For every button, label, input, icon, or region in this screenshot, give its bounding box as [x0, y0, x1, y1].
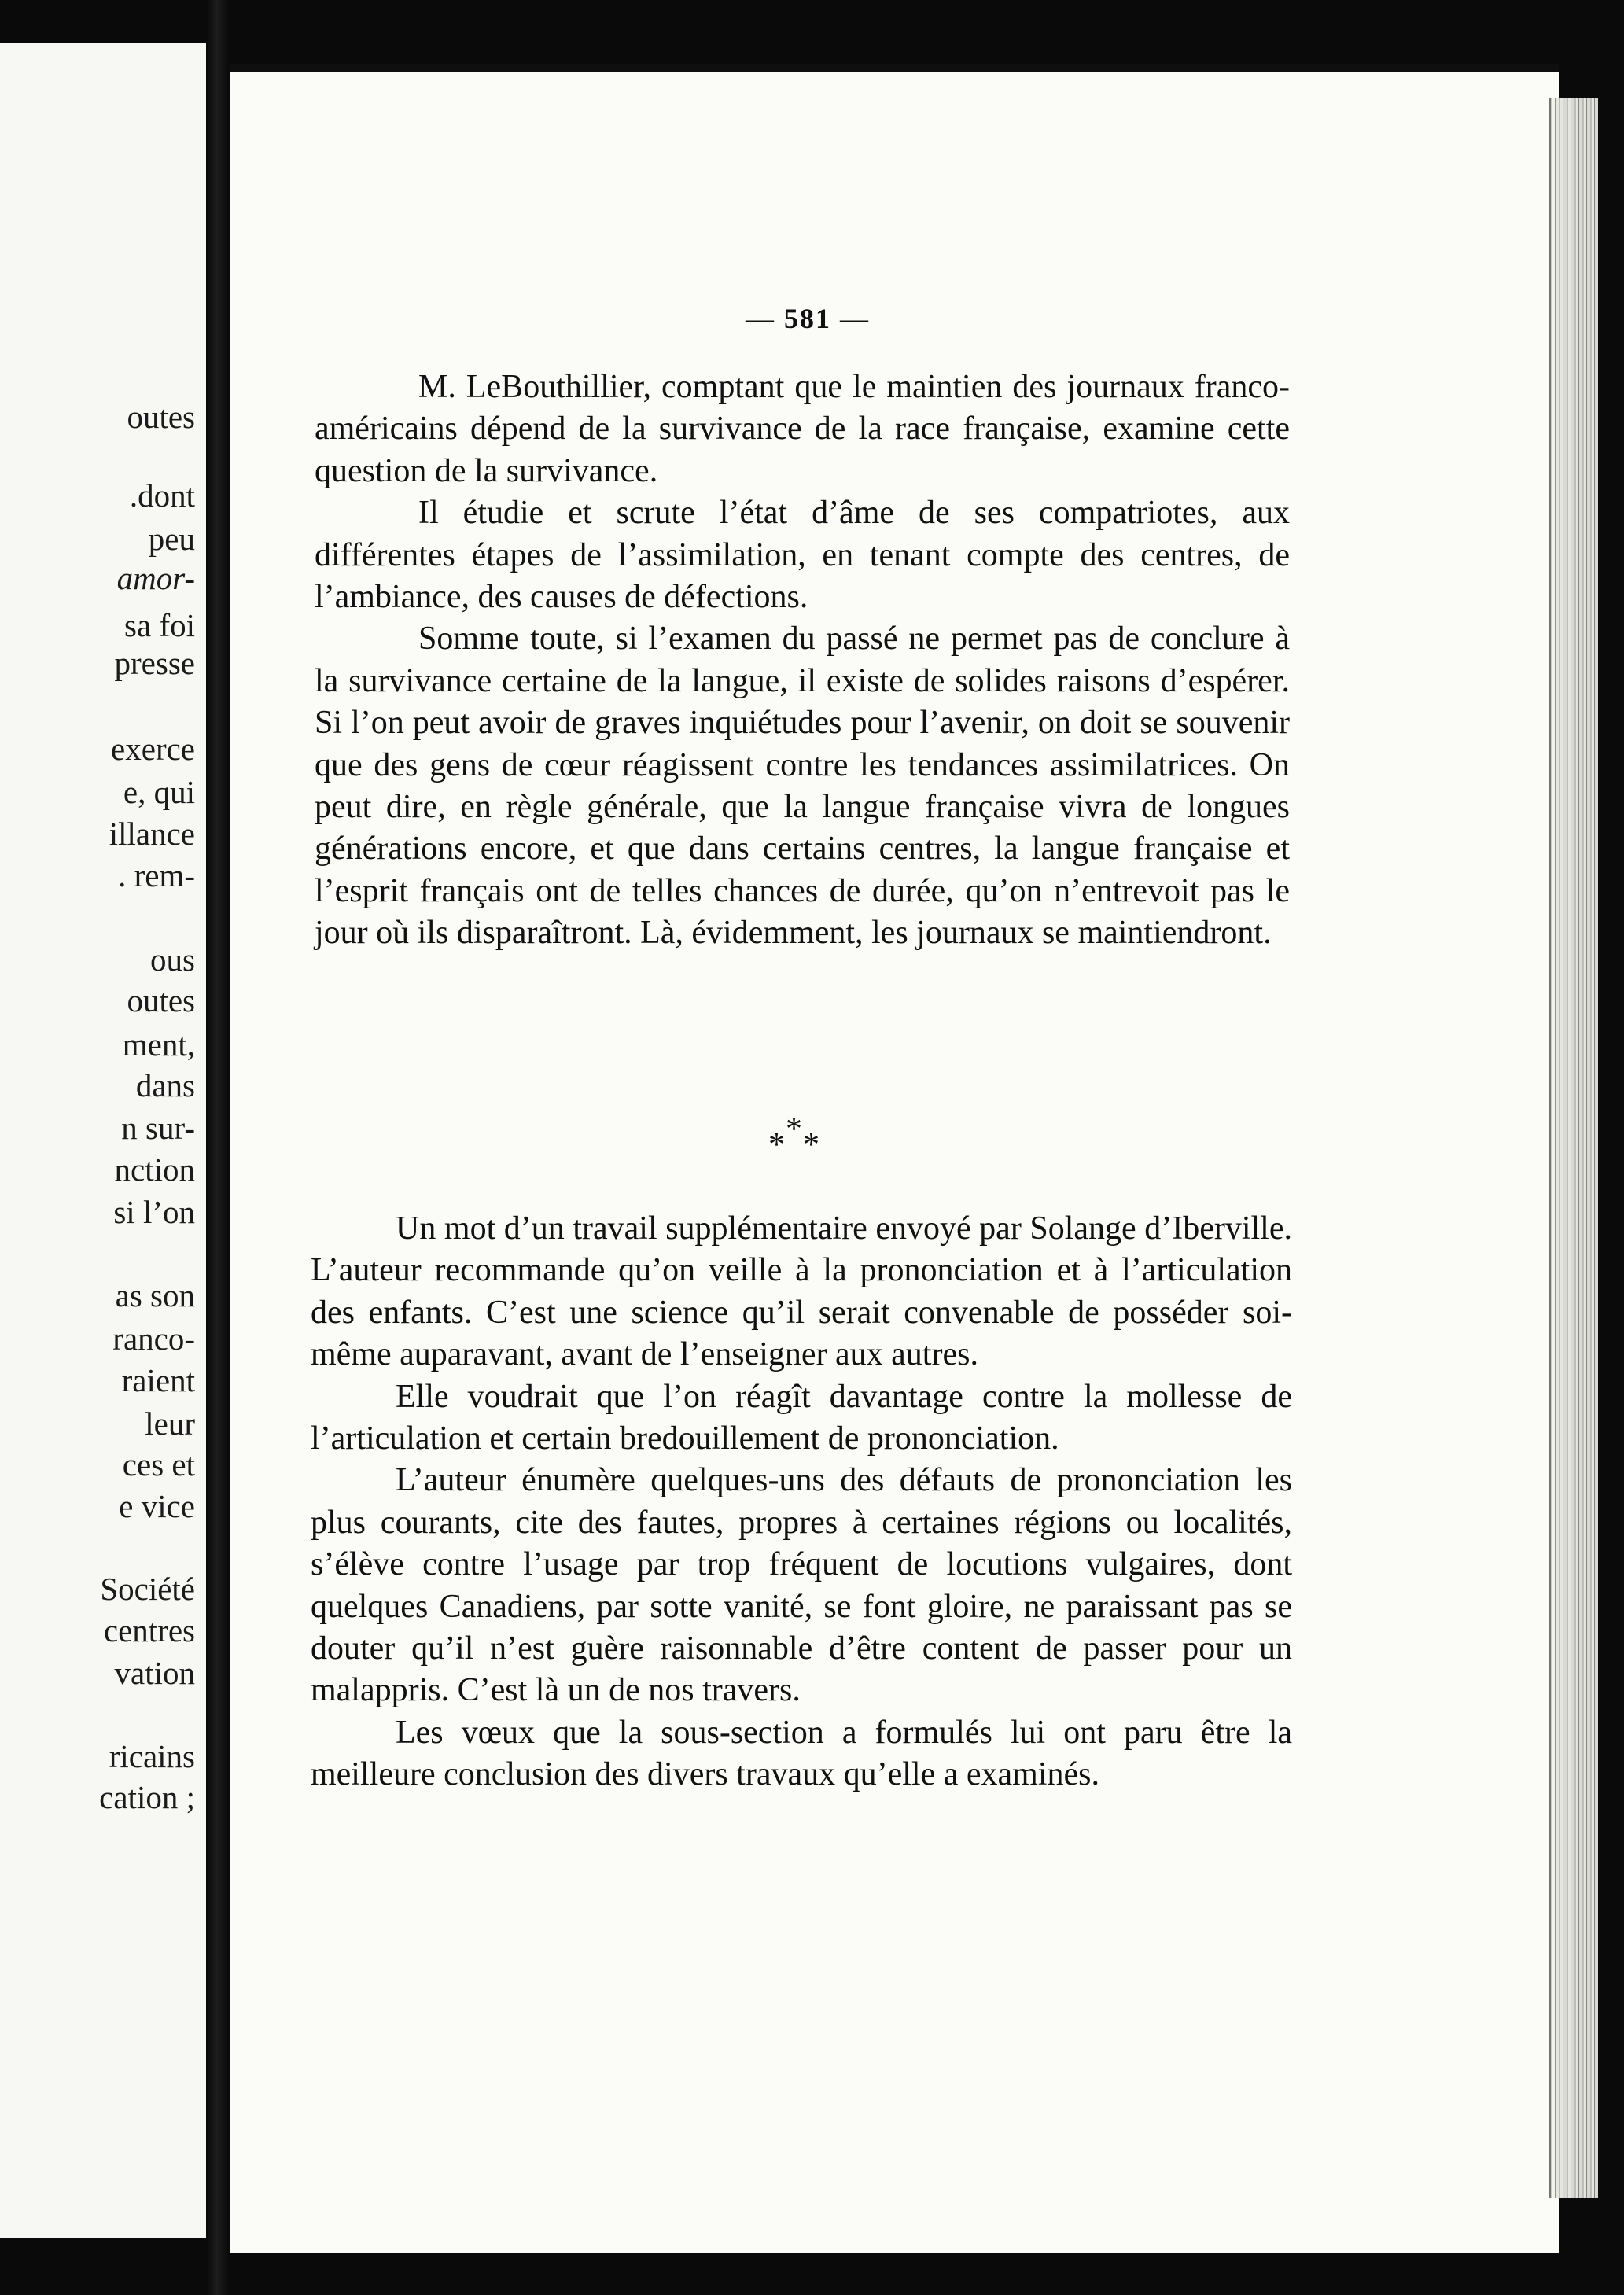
left-fragment: vation: [114, 1655, 195, 1691]
left-fragment: outes: [127, 399, 195, 435]
left-fragment: peu: [148, 521, 195, 557]
paragraph: Un mot d’un travail supplémentaire envoyé par Solange d’Iberville. L’auteur recommande qu’on veille à la prononciation et à l’articulation des enfants. C’est une science qu’il serait convenable de posséder soi-même auparavant, avant de l’enseigner aux autres.: [311, 1210, 1292, 1373]
left-fragment: raient: [121, 1362, 195, 1398]
paragraph: Elle voudrait que l’on réagît davantage contre la mollesse de l’articulation et certain bredouillement de prononciation.: [311, 1378, 1292, 1457]
separator-star: *: [786, 1111, 802, 1148]
left-fragment: amor-: [116, 560, 195, 596]
left-fragment: ricains: [109, 1738, 195, 1774]
stacked-page-edge: [1549, 98, 1598, 2198]
left-fragment: .dont: [129, 477, 195, 514]
section-1-text: [315, 367, 1290, 955]
separator-star: *: [768, 1127, 785, 1163]
paragraph: Somme toute, si l’examen du passé ne permet pas de conclure à la survivance certaine de la langue, il existe de solides raisons d’espérer. Si l’on peut avoir de graves inquiétudes pour l’avenir, on doit se souvenir que des gens de cœur réagissent contre les tendances assimilatrices. On peut dire, en règle générale, que la langue française vivra de longues générations encore, et que dans certains centres, la langue française et l’esprit français ont de telles chances de durée, qu’on n’entrevoit pas le jour où ils disparaîtront. Là, évidemment, les journaux se maintiendront.: [315, 621, 1290, 952]
book-gutter: [206, 0, 230, 2295]
left-fragment: as son: [115, 1277, 195, 1313]
left-fragment: dans: [135, 1067, 195, 1103]
paragraph: M. LeBouthillier, comptant que le maintien des journaux franco-américains dépend de la survivance de la race française, examine cette question de la survivance.: [315, 369, 1290, 489]
left-fragment: illance: [109, 816, 195, 852]
left-fragment: cation ;: [99, 1779, 195, 1815]
left-fragment: presse: [114, 645, 195, 681]
left-fragment: sa foi: [124, 607, 195, 643]
left-fragment: centres: [103, 1612, 195, 1648]
left-fragment: leur: [145, 1405, 195, 1442]
left-page-text-fragments: [0, 43, 206, 2238]
page-number: — 581 —: [746, 303, 870, 334]
left-page: [0, 43, 211, 2238]
left-fragment: e vice: [119, 1488, 195, 1524]
left-fragment: si l’on: [113, 1194, 195, 1230]
left-fragment: ment,: [122, 1026, 195, 1063]
asterism-separator: [768, 1111, 823, 1163]
left-fragment: e, qui: [123, 774, 195, 810]
left-fragment: . rem-: [118, 857, 195, 893]
left-fragment: ranco-: [112, 1321, 195, 1357]
separator-star: *: [803, 1127, 819, 1163]
left-fragment: ces et: [122, 1446, 195, 1483]
left-fragment: ous: [150, 941, 195, 978]
left-fragment: n sur-: [121, 1110, 195, 1146]
left-fragment: Société: [100, 1571, 195, 1607]
paragraph: Les vœux que la sous-section a formulés lui ont paru être la meilleure conclusion des divers travaux qu’elle a examinés.: [311, 1714, 1292, 1793]
left-fragment: outes: [127, 982, 195, 1019]
left-fragment: exerce: [111, 731, 195, 767]
paragraph: Il étudie et scrute l’état d’âme de ses compatriotes, aux différentes étapes de l’assimilation, en tenant compte des centres, de l’ambiance, des causes de défections.: [315, 495, 1290, 616]
left-fragment: nction: [114, 1151, 195, 1188]
paragraph: L’auteur énumère quelques-uns des défauts de prononciation les plus courants, cite des fautes, propres à certaines régions ou localités, s’élève contre l’usage par trop fréquent de locutions vulgaires, dont quelques Canadiens, par sotte vanité, se font gloire, ne paraissant pas se douter qu’il n’est guère raisonnable d’être content de passer pour un malappris. C’est là un de nos travers.: [311, 1462, 1292, 1709]
section-2-text: [311, 1208, 1292, 1796]
